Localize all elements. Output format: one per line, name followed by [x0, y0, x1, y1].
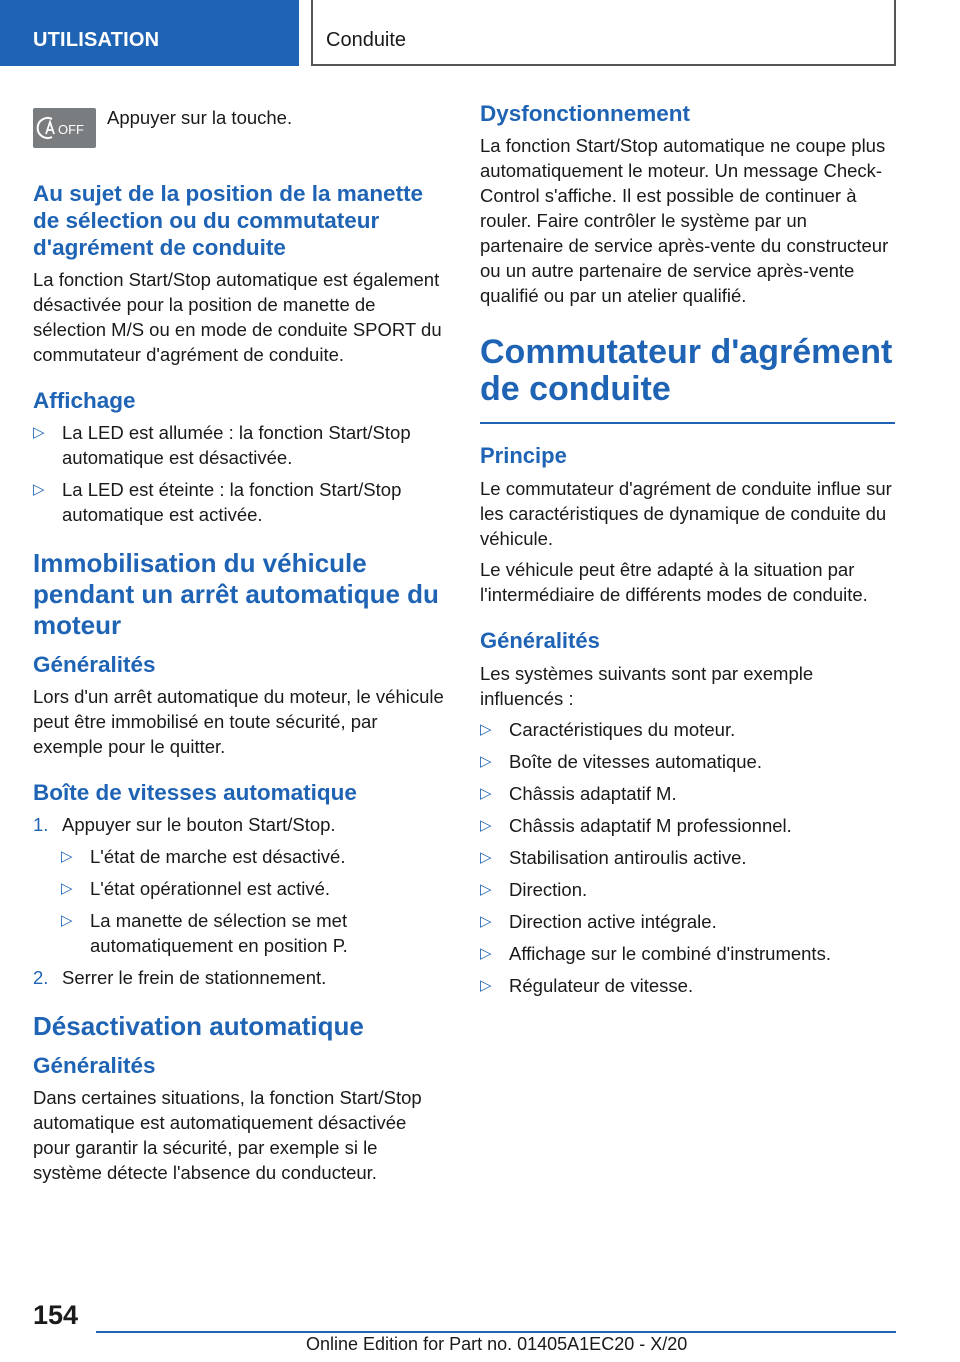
- bullet-triangle-icon: ▷: [480, 881, 492, 898]
- start-stop-off-button-icon: [33, 108, 96, 148]
- list-item: ▷ Affichage sur le combiné d'instruments.: [480, 943, 831, 964]
- button-instruction: [33, 100, 445, 148]
- button-instruction-text: Appuyer sur la touche.: [107, 107, 293, 128]
- list-item: ▷ Châssis adaptatif M professionnel.: [480, 815, 792, 836]
- bullet-triangle-icon: ▷: [480, 945, 492, 962]
- list-item: ▷ Châssis adaptatif M.: [480, 783, 677, 804]
- bullet-triangle-icon: ▷: [480, 849, 492, 866]
- affichage-list: [33, 420, 445, 527]
- list-item: ▷ Caractéristiques du moteur.: [480, 719, 736, 740]
- bullet-triangle-icon: ▷: [61, 912, 73, 929]
- paragraph-principe-1: Le commutateur d'agrément de conduite influe sur les caractéristiques de dynamique de conduite du véhicule.: [480, 478, 892, 549]
- heading-boite-vitesses: Boîte de vitesses automatique: [33, 780, 357, 805]
- page-number: 154: [33, 1300, 79, 1330]
- bullet-triangle-icon: ▷: [61, 880, 73, 897]
- right-column: [480, 100, 895, 1005]
- list-item: ▷ Stabilisation antiroulis active.: [480, 847, 747, 868]
- left-column: [33, 100, 445, 1191]
- heading-selector-position: Au sujet de la position de la manette de sélection ou du commutateur d'agrément de conduite: [33, 181, 424, 260]
- paragraph-principe-2: Le véhicule peut être adapté à la situation par l'intermédiaire de différents modes de conduite.: [480, 559, 868, 605]
- heading-generalites-right: Généralités: [480, 628, 600, 653]
- heading-affichage: Affichage: [33, 388, 136, 413]
- edition-note: Online Edition for Part no. 01405A1EC20 - X/20: [306, 1334, 688, 1354]
- bullet-triangle-icon: ▷: [33, 481, 45, 498]
- step-item: 2. Serrer le frein de stationnement.: [33, 967, 327, 988]
- step-number: 1.: [33, 814, 49, 835]
- svg-text:OFF: OFF: [58, 122, 84, 137]
- heading-generalites-1: Généralités: [33, 652, 156, 677]
- bullet-triangle-icon: ▷: [33, 424, 45, 441]
- section-tab: UTILISATION: [0, 0, 299, 66]
- paragraph-dysfonctionnement: La fonction Start/Stop automatique ne coupe plus automatiquement le moteur. Un message Check-Control s'affiche. Il est possible de continuer à rouler. Faire contrôler le système par un partenaire de service après-vente du constructeur ou un autre partenaire de service après-vente qualifié ou par un atelier qualifié.: [480, 135, 889, 306]
- steps-list: [33, 812, 445, 837]
- bullet-triangle-icon: ▷: [480, 977, 492, 994]
- chapter-tab: Conduite: [311, 0, 896, 66]
- list-item: ▷ Régulateur de vitesse.: [480, 975, 694, 996]
- bullet-triangle-icon: ▷: [480, 753, 492, 770]
- bullet-triangle-icon: ▷: [480, 817, 492, 834]
- list-item: ▷ Boîte de vitesses automatique.: [480, 751, 762, 772]
- steps-list-continued: [33, 965, 445, 990]
- paragraph-selector-position: La fonction Start/Stop automatique est également désactivée pour la position de manette de sélection M/S ou en mode de conduite SPORT du commutateur d'agrément de conduite.: [33, 269, 442, 365]
- list-item: ▷ La manette de sélection se met automatiquement en position P.: [61, 910, 348, 956]
- page-header: [0, 0, 960, 66]
- heading-divider: [480, 422, 895, 424]
- list-item: ▷ La LED est allumée : la fonction Start/Stop automatique est désactivée.: [33, 422, 411, 468]
- footer-divider: [96, 1331, 896, 1333]
- heading-principe: Principe: [480, 443, 567, 468]
- step-item: 1. Appuyer sur le bouton Start/Stop.: [33, 814, 336, 835]
- list-item: ▷ Direction.: [480, 879, 588, 900]
- paragraph-generalites-2: Dans certaines situations, la fonction Start/Stop automatique est automatiquement désactivée pour garantir la sécurité, par exemple si le système détecte l'absence du conducteur.: [33, 1087, 422, 1183]
- paragraph-generalites-1: Lors d'un arrêt automatique du moteur, le véhicule peut être immobilisé en toute sécurité, par exemple pour le quitter.: [33, 686, 444, 757]
- heading-desactivation: Désactivation automatique: [33, 1011, 364, 1041]
- chapter-heading-commutateur: Commutateur d'agrément de conduite: [480, 333, 893, 408]
- step1-sub-list: [33, 844, 445, 958]
- bullet-triangle-icon: ▷: [61, 848, 73, 865]
- list-item: ▷ L'état opérationnel est activé.: [61, 878, 331, 899]
- heading-immobilisation: Immobilisation du véhicule pendant un arrêt automatique du moteur: [33, 548, 439, 640]
- heading-generalites-2: Généralités: [33, 1053, 156, 1078]
- paragraph-generalites-right: Les systèmes suivants sont par exemple influencés :: [480, 663, 814, 709]
- heading-dysfonctionnement: Dysfonctionnement: [480, 101, 691, 126]
- bullet-triangle-icon: ▷: [480, 913, 492, 930]
- bullet-triangle-icon: ▷: [480, 785, 492, 802]
- list-item: ▷ Direction active intégrale.: [480, 911, 717, 932]
- bullet-triangle-icon: ▷: [480, 721, 492, 738]
- list-item: ▷ L'état de marche est désactivé.: [61, 846, 346, 867]
- step-number: 2.: [33, 967, 49, 988]
- list-item: ▷ La LED est éteinte : la fonction Start/Stop automatique est activée.: [33, 479, 402, 525]
- systems-list: [480, 717, 895, 998]
